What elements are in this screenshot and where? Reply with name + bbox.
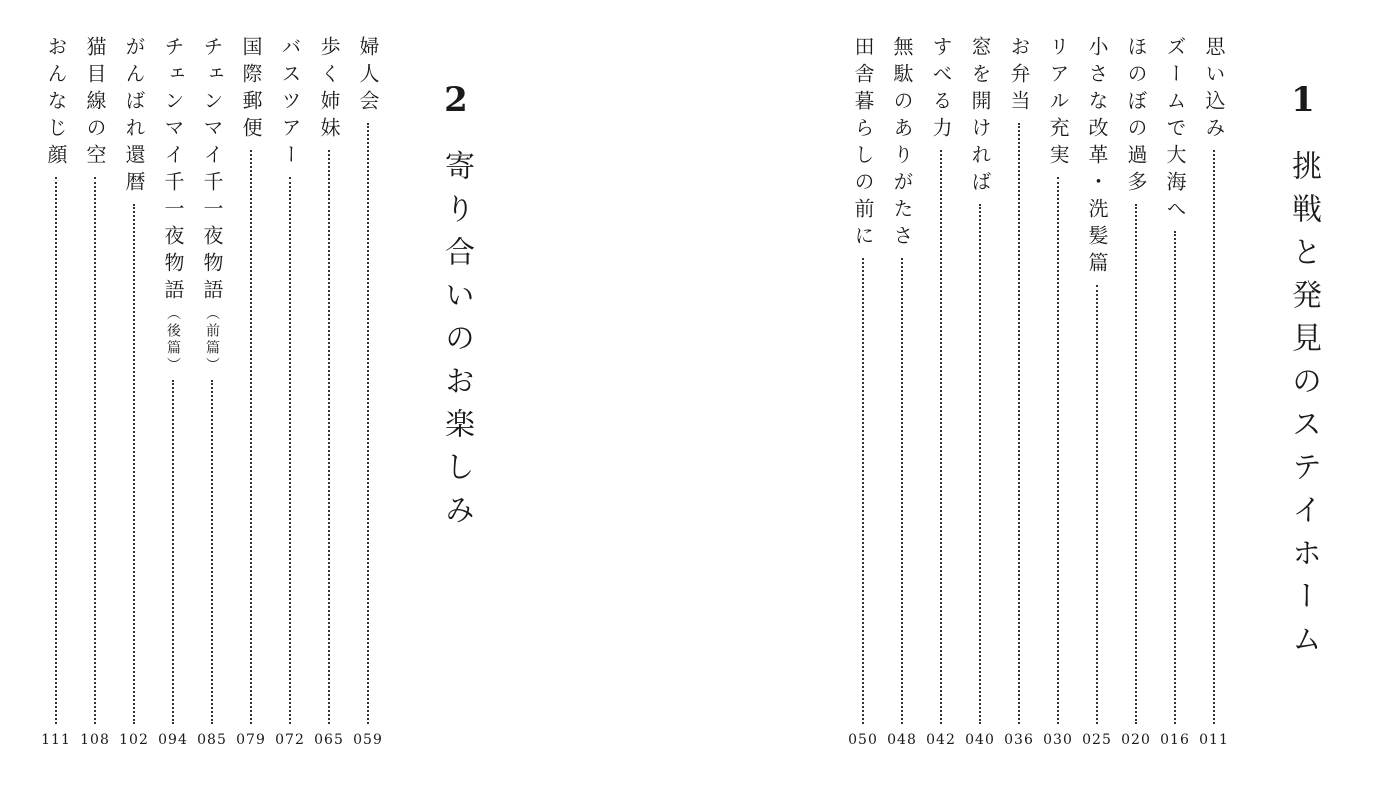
toc-entry-2-5[interactable]	[195, 36, 229, 748]
page-number: 111	[41, 732, 71, 748]
entry-title: 国際郵便	[239, 36, 263, 144]
page-number: 030	[1043, 732, 1073, 748]
entry-title: バスツアー	[278, 36, 302, 171]
dotted-leader	[367, 123, 369, 724]
page-number: 036	[1004, 732, 1034, 748]
entry-title: すべる力	[929, 36, 953, 144]
page-number: 085	[197, 732, 227, 748]
page-number: 072	[275, 732, 305, 748]
entry-title: ズームで大海へ	[1163, 36, 1187, 225]
entry-title: 思い込み	[1202, 36, 1226, 144]
toc-entry-1-5[interactable]	[1041, 36, 1075, 748]
dotted-leader	[211, 380, 213, 724]
entry-title: お弁当	[1007, 36, 1031, 117]
toc-entry-2-2[interactable]	[312, 36, 346, 748]
page-number: 102	[119, 732, 149, 748]
toc-entry-1-1[interactable]	[1197, 36, 1231, 748]
page-number: 016	[1160, 732, 1190, 748]
page-number: 042	[926, 732, 956, 748]
dotted-leader	[1018, 123, 1020, 724]
toc-entry-2-7[interactable]	[117, 36, 151, 748]
entry-title	[202, 36, 222, 374]
dotted-leader	[250, 150, 252, 724]
dotted-leader	[289, 177, 291, 724]
page-number: 048	[887, 732, 917, 748]
dotted-leader	[901, 258, 903, 724]
toc-entry-2-4[interactable]	[234, 36, 268, 748]
dotted-leader	[862, 258, 864, 724]
dotted-leader	[133, 204, 135, 724]
chapter-1-title: 挑戦と発見のステイホーム	[1286, 150, 1321, 666]
chapter-2-heading	[431, 78, 481, 537]
entry-title	[163, 36, 183, 374]
page-number: 094	[158, 732, 188, 748]
entry-title-note: （後篇）	[165, 306, 181, 374]
entry-title: 無駄のありがたさ	[890, 36, 914, 252]
entry-title: がんばれ還暦	[122, 36, 146, 198]
dotted-leader	[328, 150, 330, 724]
dotted-leader	[1135, 204, 1137, 724]
toc-entry-1-10[interactable]	[846, 36, 880, 748]
toc-entry-1-3[interactable]	[1119, 36, 1153, 748]
entry-title: 婦人会	[356, 36, 380, 117]
chapter-2-number: 2	[444, 80, 468, 120]
dotted-leader	[172, 380, 174, 724]
chapter-2-title: 寄り合いのお楽しみ	[439, 150, 474, 537]
toc-entry-2-9[interactable]	[39, 36, 73, 748]
chapter-1-number: 1	[1291, 80, 1315, 120]
toc-entry-1-9[interactable]	[885, 36, 919, 748]
page-number: 040	[965, 732, 995, 748]
dotted-leader	[1213, 150, 1215, 724]
entry-title-main: チェンマイ千一夜物語	[161, 36, 185, 306]
page-number: 011	[1199, 732, 1229, 748]
toc-entry-2-3[interactable]	[273, 36, 307, 748]
toc-entry-1-2[interactable]	[1158, 36, 1192, 748]
toc-entry-2-8[interactable]	[78, 36, 112, 748]
page-left	[0, 0, 690, 787]
toc-entry-1-8[interactable]	[924, 36, 958, 748]
entry-title: 猫目線の空	[83, 36, 107, 171]
dotted-leader	[979, 204, 981, 724]
entry-title-main: チェンマイ千一夜物語	[200, 36, 224, 306]
page-number: 079	[236, 732, 266, 748]
toc-entry-1-4[interactable]	[1080, 36, 1114, 748]
entry-title: リアル充実	[1046, 36, 1070, 171]
entry-title: 田舎暮らしの前に	[851, 36, 875, 252]
entry-title-note: （前篇）	[204, 306, 220, 374]
page-number: 108	[80, 732, 110, 748]
entry-title: 小さな改革・洗髪篇	[1085, 36, 1109, 279]
page-number: 059	[353, 732, 383, 748]
toc-entry-1-7[interactable]	[963, 36, 997, 748]
toc-entry-2-6[interactable]	[156, 36, 190, 748]
dotted-leader	[1096, 285, 1098, 724]
dotted-leader	[1174, 231, 1176, 724]
page-number: 065	[314, 732, 344, 748]
toc-entry-1-6[interactable]	[1002, 36, 1036, 748]
dotted-leader	[940, 150, 942, 724]
toc-entry-2-1[interactable]	[351, 36, 385, 748]
page-number: 050	[848, 732, 878, 748]
page-number: 020	[1121, 732, 1151, 748]
entry-title: ほのぼの過多	[1124, 36, 1148, 198]
entry-title: 歩く姉妹	[317, 36, 341, 144]
entry-title: おんなじ顔	[44, 36, 68, 171]
page-right	[690, 0, 1380, 787]
chapter-1-heading	[1278, 78, 1328, 666]
dotted-leader	[55, 177, 57, 724]
dotted-leader	[1057, 177, 1059, 724]
dotted-leader	[94, 177, 96, 724]
page-number: 025	[1082, 732, 1112, 748]
entry-title: 窓を開ければ	[968, 36, 992, 198]
